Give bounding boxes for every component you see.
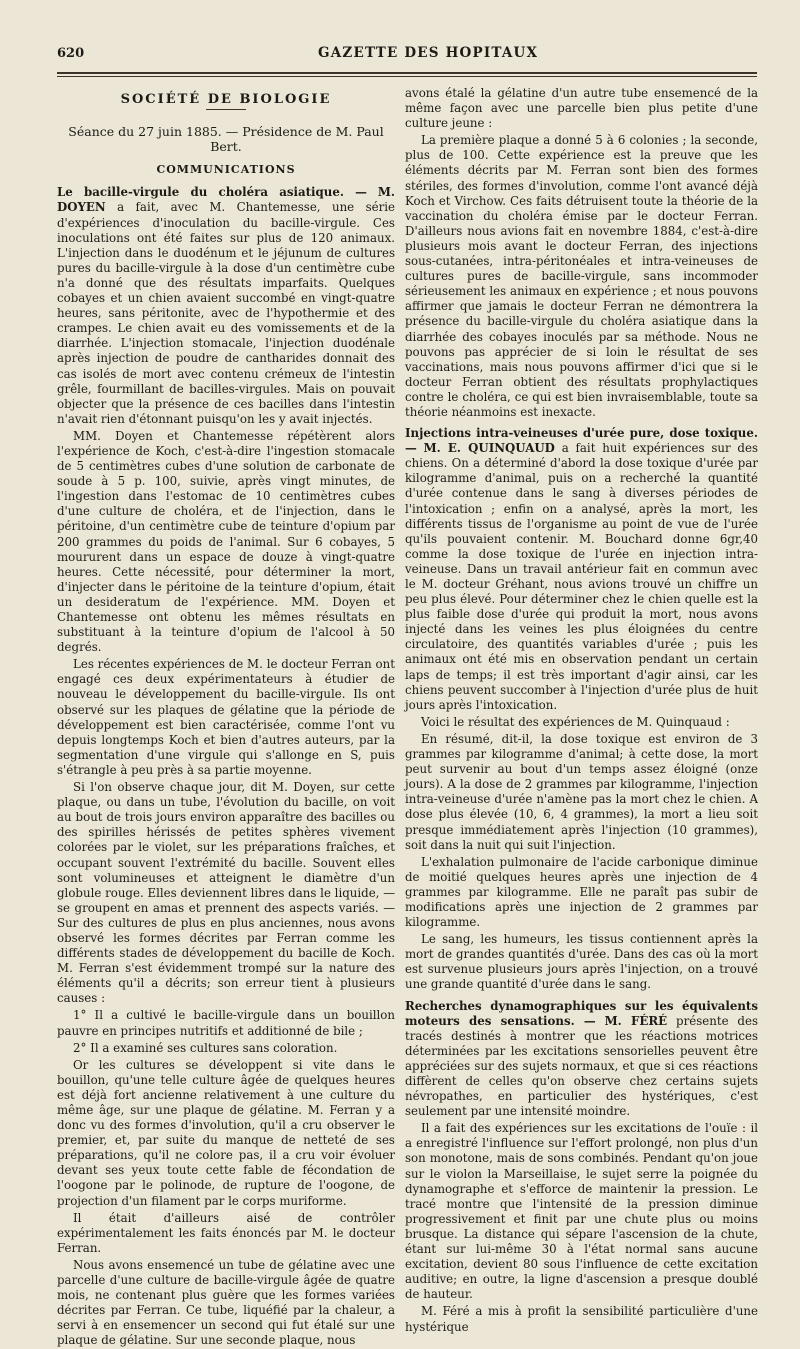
author-doyen: M. DOYEN (57, 185, 396, 215)
left-column (57, 86, 396, 1348)
article-quinquaud-text: a fait huit expériences sur des chiens. On a déterminé d'abord la dose toxique d'urée par kilogramme d'animal, puis on a recherché la quantité d'urée contenue dans le sang à diverses périodes de l'intoxication ; enfin on a analysé, après la mort, les différents tissus de l'organisme au point de vue de l'urée qu'ils pouvaient contenir. M. Bouchard donne 6gr,40 comme la dose toxique de l'urée en injection intra-veineuse. Dans un travail antérieur fait en commun avec le M. docteur Gréhant, nous avions trouvé un chiffre un peu plus élevé. Pour déterminer chez le chien quelle est la plus faible dose d'urée qui produit la mort, nous avons injecté dans les veines les plus éloignées du centre circulatoire, des quantités variables d'urée ; puis les animaux ont été mis en observation pendant un certain laps de temps; il est très important d'agir ainsi, car les chiens peuvent succomber à l'injection d'urée plus de huit jours après l'intoxication. (405, 441, 758, 712)
session-line: Séance du 27 juin 1885. — Présidence de M. Paul Bert. (68, 124, 384, 155)
paragraph: Il était d'ailleurs aisé de contrôler expérimentalement les faits énoncés par M. le docteur Ferran. (57, 1210, 395, 1255)
right-column (405, 86, 759, 1334)
page-number: 620 (57, 46, 85, 61)
paragraph: En résumé, dit-il, la dose toxique est environ de 3 grammes par kilogramme d'animal; à cette dose, la mort peut survenir au bout d'un temps assez éloigné (onze jours). A la dose de 2 grammes par kilogramme, l'injection intra-veineuse d'urée n'amène pas la mort chez le chien. A dose plus élevée (10, 6, 4 grammes), la mort a lieu soit presque immédiatement après l'injection (10 grammes), soit dans la nuit qui suit l'injection. (405, 731, 758, 852)
header-rule-thick (57, 72, 757, 74)
paragraph: Le sang, les humeurs, les tissus contiennent après la mort de grandes quantités d'urée. Dans des cas où la mort est survenue plusieurs jours après l'injection, on a trouvé une grande quantité d'urée dans le sang. (405, 932, 758, 992)
author-quinquaud: M. E. QUINQUAUD (423, 441, 555, 456)
paragraph: Si l'on observe chaque jour, dit M. Doyen, sur cette plaque, ou dans un tube, l'évolution du bacille, on voit au bout de trois jours environ apparaître des bacilles ou des spirilles hérissés de petites sphères vivement colorées par le violet, sur les préparations fraîches, et occupant souvent l'extrémité du bacille. Souvent elles sont volumineuses et atteignent le diamètre d'un globule rouge. Elles deviennent libres dans le liquide, — se groupent en amas et prennent des aspects variés. — Sur des cultures de plus en plus anciennes, nous avons observé les formes décrites par Ferran comme les différents stades de développement du bacille de Koch. M. Ferran s'est évidemment trompé sur la nature des éléments qu'il a décrits; son erreur tient à plusieurs causes : (57, 780, 395, 1006)
article-title-uree: Injections intra-veineuses d'urée pure, dose toxique. — (405, 426, 758, 456)
paragraph: Il a fait des expériences sur les excitations de l'ouïe : il a enregistré l'influence sur l'effort prolongé, non plus d'un son monotone, mais de sons combinés. Pendant qu'on joue sur le violon la Marseillaise, le sujet serre la poignée du dynamographe et s'efforce de maintenir la pression. Le tracé montre que l'intensité de la pression diminue progressivement et finit par une chute plus ou moins brusque. La distance qui sépare l'ascension de la chute, étant sur lui-même 30 à l'état normal sans aucune excitation, devient 80 sous l'influence de cette excitation auditive; en outre, la ligne d'ascension a presque doublé de hauteur. (405, 1121, 758, 1302)
article-quinquaud-intro (405, 426, 758, 713)
section-divider (206, 109, 246, 110)
article-doyen-intro (57, 185, 395, 427)
article-title-bacille: Le bacille-virgule du choléra asiatique. — (57, 185, 367, 200)
author-fere: M. FÉRÉ (604, 1013, 668, 1028)
header-rule-thin (57, 76, 757, 77)
running-title: GAZETTE DES HOPITAUX (318, 45, 539, 61)
paragraph: Les récentes expériences de M. le docteur Ferran ont engagé ces deux expérimentateurs à étudier de nouveau le développement du bacille-virgule. Ils ont observé sur les plaques de gélatine que la période de développement est bien caractérisée, comme l'ont vu depuis longtemps Koch et bien d'autres auteurs, par la segmentation d'une virgule qui s'allonge en S, puis s'étrangle à peu près à sa partie moyenne. (57, 657, 395, 777)
section-title: SOCIÉTÉ DE BIOLOGIE (120, 92, 332, 107)
paragraph: Or les cultures se développent si vite dans le bouillon, qu'une telle culture âgée de quelques heures est déjà fort ancienne relativement à une culture du même âge, sur une plaque de gélatine. M. Ferran y a donc vu des formes d'involution, qu'il a cru observer le premier, et, par suite du manque de netteté de ses préparations, qu'il ne colore pas, il a cru voir évoluer devant ses yeux toute cette fable de fécondation de l'oogone par le polinode, de rupture de l'oogone, de projection d'un filament par le corps muriforme. (57, 1057, 395, 1208)
paragraph: La première plaque a donné 5 à 6 colonies ; la seconde, plus de 100. Cette expérience est la preuve que les éléments décrits par M. Ferran sont bien des formes stériles, des formes d'involution, comme l'ont avancé déjà Koch et Virchow. Ces faits détruisent toute la théorie de la vaccination du choléra émise par le docteur Ferran. D'ailleurs nous avions fait en novembre 1884, c'est-à-dire plusieurs mois avant le docteur Ferran, des injections sous-cutanées, intra-péritonéales et intra-veineuses de cultures pures de bacille-virgule, sans incommoder sérieusement les animaux en expérience ; et nous pouvons affirmer que jamais le docteur Ferran ne démontrera la présence du bacille-virgule du choléra asiatique dans la diarrhée des cobayes inoculés par sa méthode. Nous ne pouvons pas apprécier de si loin le résultat de ses vaccinations, mais nous pouvons affirmer d'ici que si le docteur Ferran obtient des résultats prophylactiques contre le choléra, ce qui est bien invraisemblable, toute sa théorie néanmoins est inexacte. (405, 133, 758, 419)
paragraph: M. Féré a mis à profit la sensibilité particulière d'une hystérique (405, 1304, 758, 1334)
article-doyen-text: a fait, avec M. Chantemesse, une série d'expériences d'inoculation du bacille-virgule. Ces inoculations ont été faites sur plus de 120 animaux. L'injection dans le duodénum et le jéjunum de cultures pures du bacille-virgule à la dose d'un centimètre cube n'a donné que des résultats imparfaits. Quelques cobayes et un chien avaient succombé en vingt-quatre heures, sans péritonite, avec de l'hypothermie et des crampes. Le chien avait eu des vomissements et de la diarrhée. L'injection stomacale, l'injection duodénale après injection de poudre de cantharides donnait des cas isolés de mort avec contenu crémeux de l'intestin grêle, fourmillant de bacilles-virgules. Mais on pouvait objecter que la présence de ces bacilles dans l'intestin n'avait rien d'étonnant puisqu'on les y avait injectés. (57, 200, 395, 426)
paragraph: avons étalé la gélatine d'un autre tube ensemencé de la même façon avec une parcelle bien plus petite d'une culture jeune : (405, 86, 758, 131)
paragraph: MM. Doyen et Chantemesse répétèrent alors l'expérience de Koch, c'est-à-dire l'ingestion stomacale de 5 centimètres cubes d'une solution de carbonate de soude à 5 p. 100, suivie, après vingt minutes, de l'ingestion dans l'estomac de 10 centimètres cubes d'une culture de choléra, et de l'injection, dans le péritoine, d'un centimètre cube de teinture d'opium par 200 grammes du poids de l'animal. Sur 6 cobayes, 5 moururent dans un espace de douze à vingt-quatre heures. Cette nécessité, pour déterminer la mort, d'injecter dans le péritoine de la teinture d'opium, était un desideratum de l'expérience. MM. Doyen et Chantemesse ont obtenu les mêmes résultats en substituant à la teinture d'opium de l'alcool à 50 degrés. (57, 428, 395, 655)
paragraph: Nous avons ensemencé un tube de gélatine avec une parcelle d'une culture de bacille-virgule âgée de quatre mois, ne contenant plus guère que les formes variées décrites par Ferran. Ce tube, liquéfié par la chaleur, a servi à en ensemencer un second qui fut étalé sur une plaque de gélatine. Sur une seconde plaque, nous (57, 1257, 395, 1348)
article-title-dynamographiques: Recherches dynamographiques sur les équivalents moteurs des sensations. — (405, 998, 758, 1028)
paragraph: Voici le résultat des expériences de M. Quinquaud : (421, 714, 730, 729)
communications-heading: COMMUNICATIONS (156, 163, 296, 177)
paragraph: 1° Il a cultivé le bacille-virgule dans un bouillon pauvre en principes nutritifs et additionné de bile ; (57, 1008, 395, 1038)
article-fere-text: présente des tracés destinés à montrer que les réactions motrices déterminées par les excitations sensorielles peuvent être appréciées sur des sujets normaux, et que si ces réactions diffèrent de celles qu'on observe chez certains sujets névropathes, en particulier des hystériques, c'est seulement par une intensité moindre. (405, 1013, 759, 1119)
article-fere-intro (405, 999, 758, 1120)
paragraph: 2° Il a examiné ses cultures sans coloration. (73, 1040, 338, 1055)
paragraph: L'exhalation pulmonaire de l'acide carbonique diminue de moitié quelques heures après une injection de 4 grammes par kilogramme. Elle ne paraît pas subir de modifications après une injection de 2 grammes par kilogramme. (405, 854, 758, 930)
